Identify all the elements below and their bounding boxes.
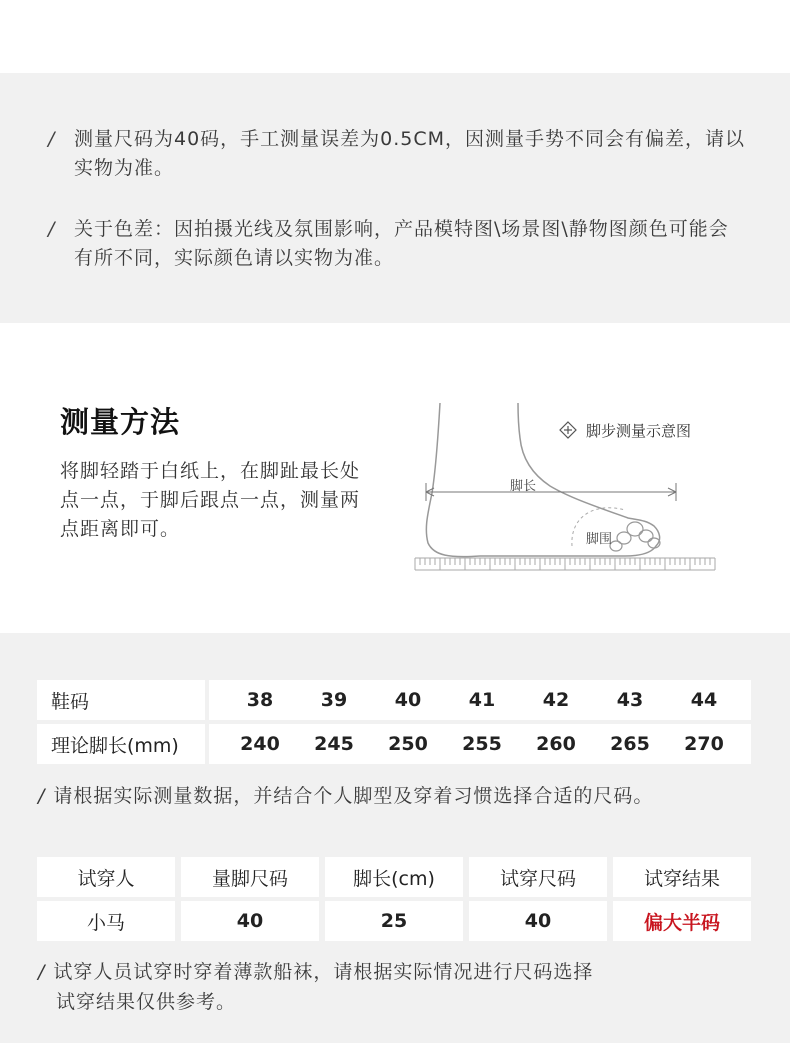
top-spacer xyxy=(0,0,790,73)
slash-icon: / xyxy=(38,785,46,807)
foot-width-label: 脚围 xyxy=(586,532,613,547)
trial-header-cell: 试穿结果 xyxy=(613,857,751,897)
foot-length-cell: 270 xyxy=(684,733,724,755)
ruler xyxy=(415,558,715,570)
trial-size-cell: 40 xyxy=(469,901,607,941)
foot-length-cell: 240 xyxy=(240,733,280,755)
measurement-method-section xyxy=(0,323,790,633)
shoe-size-values xyxy=(209,680,751,720)
foot-length-cm-cell: 25 xyxy=(325,901,463,941)
shoe-size-cell: 44 xyxy=(690,689,718,711)
diagram-caption xyxy=(560,422,691,440)
foot-measurement-diagram xyxy=(410,398,730,578)
color-difference-note xyxy=(48,215,748,273)
foot-length-cell: 255 xyxy=(462,733,502,755)
table-row xyxy=(37,680,751,720)
foot-length-label: 理论脚长(mm) xyxy=(37,724,205,764)
foot-length-cell: 265 xyxy=(610,733,650,755)
foot-length-cell: 250 xyxy=(388,733,428,755)
table-row xyxy=(37,724,751,764)
trial-value-row xyxy=(37,901,751,941)
slash-icon: / xyxy=(38,961,46,983)
shoe-size-cell: 38 xyxy=(246,689,274,711)
notice-section xyxy=(0,73,790,323)
measurement-error-note xyxy=(48,125,748,183)
size-section xyxy=(0,633,790,1043)
toes-icon xyxy=(610,522,660,551)
trial-result-cell: 偏大半码 xyxy=(613,901,751,941)
shoe-size-cell: 41 xyxy=(468,689,496,711)
note-text: 关于色差：因拍摄光线及氛围影响，产品模特图\场景图\静物图颜色可能会有所不同，实际颜色请以实物为准。 xyxy=(74,218,729,269)
trial-header-row xyxy=(37,857,751,897)
slash-icon: / xyxy=(48,128,56,150)
foot-length-values xyxy=(209,724,751,764)
trial-header-cell: 试穿人 xyxy=(37,857,175,897)
slash-icon: / xyxy=(48,218,56,240)
size-note-text: 请根据实际测量数据，并结合个人脚型及穿着习惯选择合适的尺码。 xyxy=(53,785,654,807)
trial-note-line2: 试穿结果仅供参考。 xyxy=(56,991,237,1013)
foot-length-cell: 245 xyxy=(314,733,354,755)
shoe-size-cell: 42 xyxy=(542,689,570,711)
foot-length-cell: 260 xyxy=(536,733,576,755)
foot-length-label: 脚长 xyxy=(510,479,537,494)
method-title: 测量方法 xyxy=(60,405,181,439)
shoe-size-cell: 43 xyxy=(616,689,644,711)
shoe-size-cell: 40 xyxy=(394,689,422,711)
tester-name-cell: 小马 xyxy=(37,901,175,941)
shoe-size-label: 鞋码 xyxy=(37,680,205,720)
trial-table xyxy=(37,857,751,945)
method-description: 将脚轻踏于白纸上，在脚趾最长处点一点，于脚后跟点一点，测量两点距离即可。 xyxy=(60,460,361,540)
shoe-size-cell: 39 xyxy=(320,689,348,711)
note-text: 测量尺码为40码，手工测量误差为0.5CM，因测量手势不同会有偏差，请以实物为准。 xyxy=(74,128,746,179)
size-table xyxy=(37,680,751,768)
diagram-caption-text: 脚步测量示意图 xyxy=(586,422,692,440)
trial-header-cell: 量脚尺码 xyxy=(181,857,319,897)
size-selection-note xyxy=(38,781,653,808)
measured-size-cell: 40 xyxy=(181,901,319,941)
trial-header-cell: 试穿尺码 xyxy=(469,857,607,897)
trial-header-cell: 脚长(cm) xyxy=(325,857,463,897)
trial-note xyxy=(38,957,738,1017)
trial-note-line1: 试穿人员试穿时穿着薄款船袜，请根据实际情况进行尺码选择 xyxy=(53,961,594,983)
